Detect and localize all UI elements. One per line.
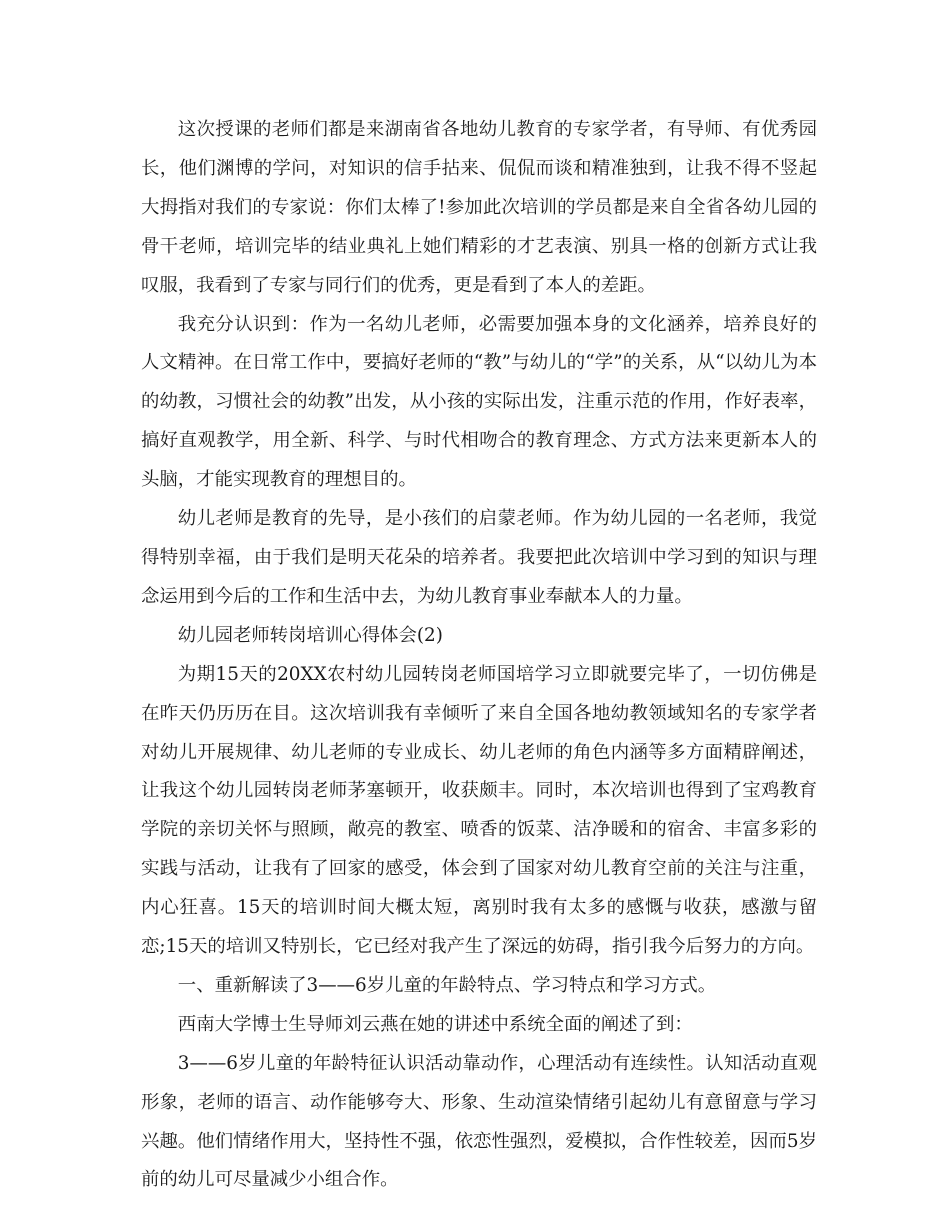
document-body bbox=[141, 111, 817, 1200]
section-heading: 幼儿园老师转岗培训心得体会(2) bbox=[177, 624, 443, 646]
paragraph-1: 这次授课的老师们都是来湖南省各地幼儿教育的专家学者，有导师、有优秀园长，他们渊博的学问，对知识的信手拈来、侃侃而谈和精准独到，让我不得不竖起大拇指对我们的专家说：你们太棒了!参加此次培训的学员都是来自全省各幼儿园的骨干老师，培训完毕的结业典礼上她们精彩的才艺表演、别具一格的创新方式让我叹服，我看到了专家与同行们的优秀，更是看到了本人的差距。 bbox=[141, 119, 817, 296]
paragraph-3: 幼儿老师是教育的先导，是小孩们的启蒙老师。作为幼儿园的一名老师，我觉得特别幸福，由于我们是明天花朵的培养者。我要把此次培训中学习到的知识与理念运用到今后的工作和生活中去，为幼儿教育事业奉献本人的力量。 bbox=[141, 508, 817, 607]
paragraph-4: 为期15天的20XX农村幼儿园转岗老师国培学习立即就要完毕了，一切仿佛是在昨天仍历历在目。这次培训我有幸倾听了来自全国各地幼教领域知名的专家学者对幼儿开展规律、幼儿老师的专业成长、幼儿老师的角色内涵等多方面精辟阐述，让我这个幼儿园转岗老师茅塞顿开，收获颇丰。同时，本次培训也得到了宝鸡教育学院的亲切关怀与照顾，敞亮的教室、喷香的饭菜、洁净暖和的宿舍、丰富多彩的实践与活动，让我有了回家的感受，体会到了国家对幼儿教育空前的关注与注重，内心狂喜。15天的培训时间大概太短，离别时我有太多的感慨与收获，感激与留恋;15天的培训又特别长，它已经对我产生了深远的妨碍，指引我今后努力的方向。 bbox=[141, 663, 817, 958]
paragraph-6: 3——6岁儿童的年龄特征认识活动靠动作，心理活动有连续性。认知活动直观形象，老师的语言、动作能够夸大、形象、生动渲染情绪引起幼儿有意留意与学习兴趣。他们情绪作用大，坚持性不强，依恋性强烈，爱模拟，合作性较差，因而5岁前的幼儿可尽量减少小组合作。 bbox=[141, 1052, 817, 1191]
paragraph-5: 西南大学博士生导师刘云燕在她的讲述中系统全面的阐述了到： bbox=[177, 1013, 693, 1035]
paragraph-2: 我充分认识到：作为一名幼儿老师，必需要加强本身的文化涵养，培养良好的人文精神。在日常工作中，要搞好老师的“教”与幼儿的“学”的关系，从“以幼儿为本的幼教，习惯社会的幼教”出发，从小孩的实际出发，注重示范的作用，作好表率，搞好直观教学，用全新、科学、与时代相吻合的教育理念、方式方法来更新本人的头脑，才能实现教育的理想目的。 bbox=[141, 313, 817, 491]
list-heading-1: 一、重新解读了3——6岁儿童的年龄特点、学习特点和学习方式。 bbox=[177, 974, 717, 996]
